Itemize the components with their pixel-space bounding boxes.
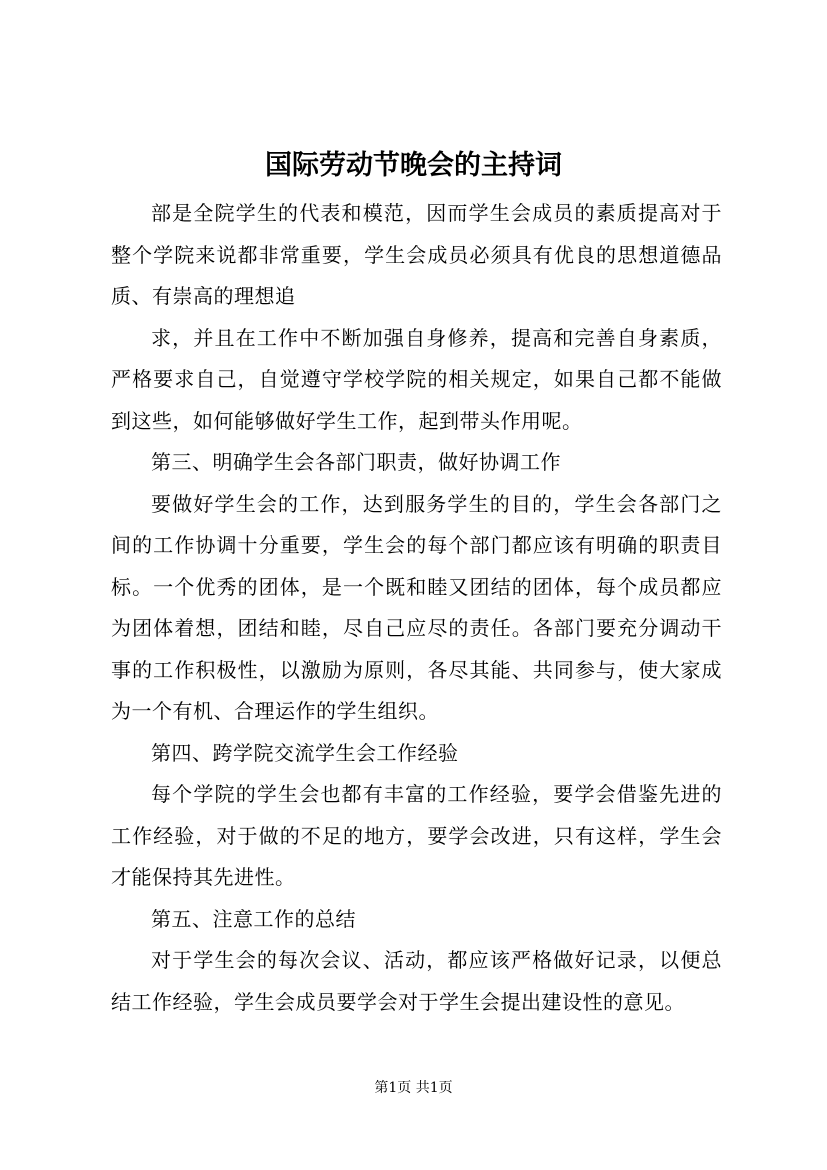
paragraph: 对于学生会的每次会议、活动，都应该严格做好记录，以便总结工作经验，学生会成员要学会对于学生会提出建设性的意见。 (111, 948, 722, 1014)
paragraph: 部是全院学生的代表和模范，因而学生会成员的素质提高对于整个学院来说都非常重要，学生会成员必须具有优良的思想道德品质、有崇高的理想追 (111, 201, 722, 308)
page-footer: 第1页 共1页 (374, 1080, 453, 1096)
paragraph: 要做好学生会的工作，达到服务学生的目的，学生会各部门之间的工作协调十分重要，学生会的每个部门都应该有明确的职责目标。一个优秀的团体，是一个既和睦又团结的团体，每个成员都应为团体着想，团结和睦，尽自己应尽的责任。各部门要充分调动干事的工作积极性，以激励为原则，各尽其能、共同参与，使大家成为一个有机、合理运作的学生组织。 (111, 491, 722, 723)
section-heading: 第五、注意工作的总结 (151, 906, 356, 931)
paragraph: 求，并且在工作中不断加强自身修养，提高和完善自身素质，严格要求自己，自觉遵守学校学院的相关规定，如果自己都不能做到这些，如何能够做好学生工作，起到带头作用呢。 (111, 325, 722, 433)
section-heading: 第三、明确学生会各部门职责，做好协调工作 (151, 450, 561, 474)
section-heading: 第四、跨学院交流学生会工作经验 (151, 740, 459, 765)
document-body (111, 193, 722, 1023)
document-title: 国际劳动节晚会的主持词 (265, 150, 562, 181)
paragraph: 每个学院的学生会也都有丰富的工作经验，要学会借鉴先进的工作经验，对于做的不足的地方，要学会改进，只有这样，学生会才能保持其先进性。 (111, 782, 722, 889)
